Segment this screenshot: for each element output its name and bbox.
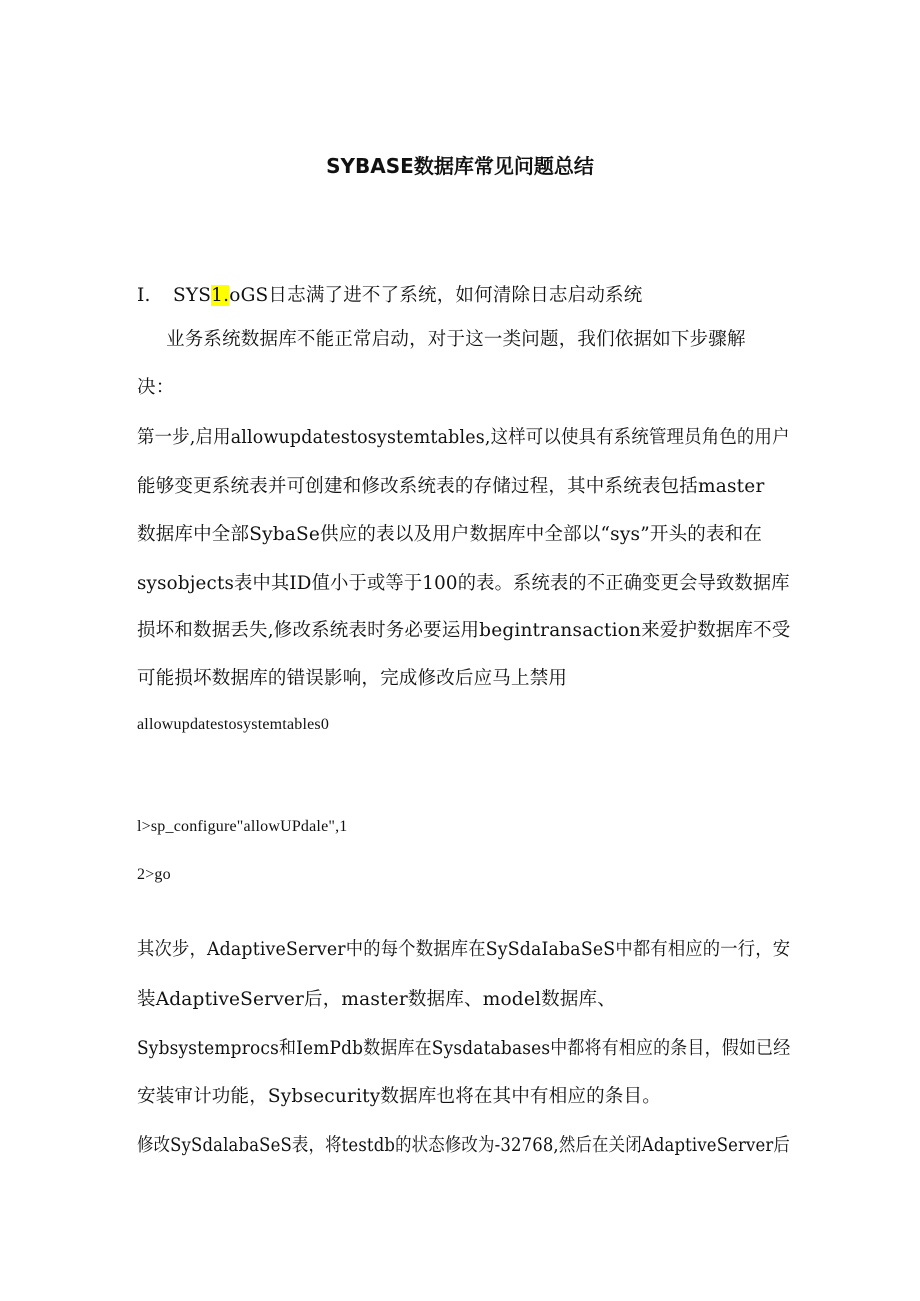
paragraph-line: 第一步,启用allowupdatestosystemtables,这样可以使具有系统管理员角色的用户 [137,427,790,448]
section-heading [137,281,642,307]
paragraph-line: 其次步，AdaptiveServer中的每个数据库在SySdaIabaSeS中都有相应的一行，安 [137,939,791,960]
paragraph-line: 损坏和数据丢失,修改系统表时务必要运用begintransaction来爱护数据库不受 [137,620,791,641]
code-line: allowupdatestosystemtables0 [137,716,330,733]
paragraph-line: 安装审计功能，Sybsecurity数据库也将在其中有相应的条目。 [137,1086,661,1107]
paragraph-line: 装AdaptiveServer后，master数据库、model数据库、 [137,989,616,1010]
paragraph-line: 业务系统数据库不能正常启动，对于这一类问题，我们依据如下步骤解 [166,329,746,350]
paragraph-line: 修改SySdalabaSeS表，将testdb的状态修改为-32768,然后在关闭AdaptiveServer后 [137,1135,790,1156]
paragraph-line: 数据库中全部SybaSe供应的表以及用户数据库中全部以“sys”开头的表和在 [137,524,763,545]
section-number: I. [137,285,151,306]
code-line: 2>go [137,866,171,883]
document-title: SYBASE数据库常见问题总结 [326,154,594,178]
highlighted-text: 1. [211,285,230,306]
heading-prefix: SYS [173,285,212,306]
paragraph-line: 可能损坏数据库的错误影响，完成修改后应马上禁用 [137,668,568,689]
paragraph-line: sysobjects表中其ID值小于或等于100的表。系统表的不正确变更会导致数据库 [137,573,790,594]
paragraph-line: 能够变更系统表并可创建和修改系统表的存储过程，其中系统表包括master [137,476,765,497]
heading-suffix: oGS日志满了进不了系统，如何清除日志启动系统 [229,285,643,306]
code-line: l>sp_configure"allowUPdale",1 [137,818,348,835]
paragraph-line: Sybsystemprocs和IemPdb数据库在Sysdatabases中都将有相应的条目，假如已经 [137,1038,791,1059]
paragraph-line: 决： [137,377,175,398]
